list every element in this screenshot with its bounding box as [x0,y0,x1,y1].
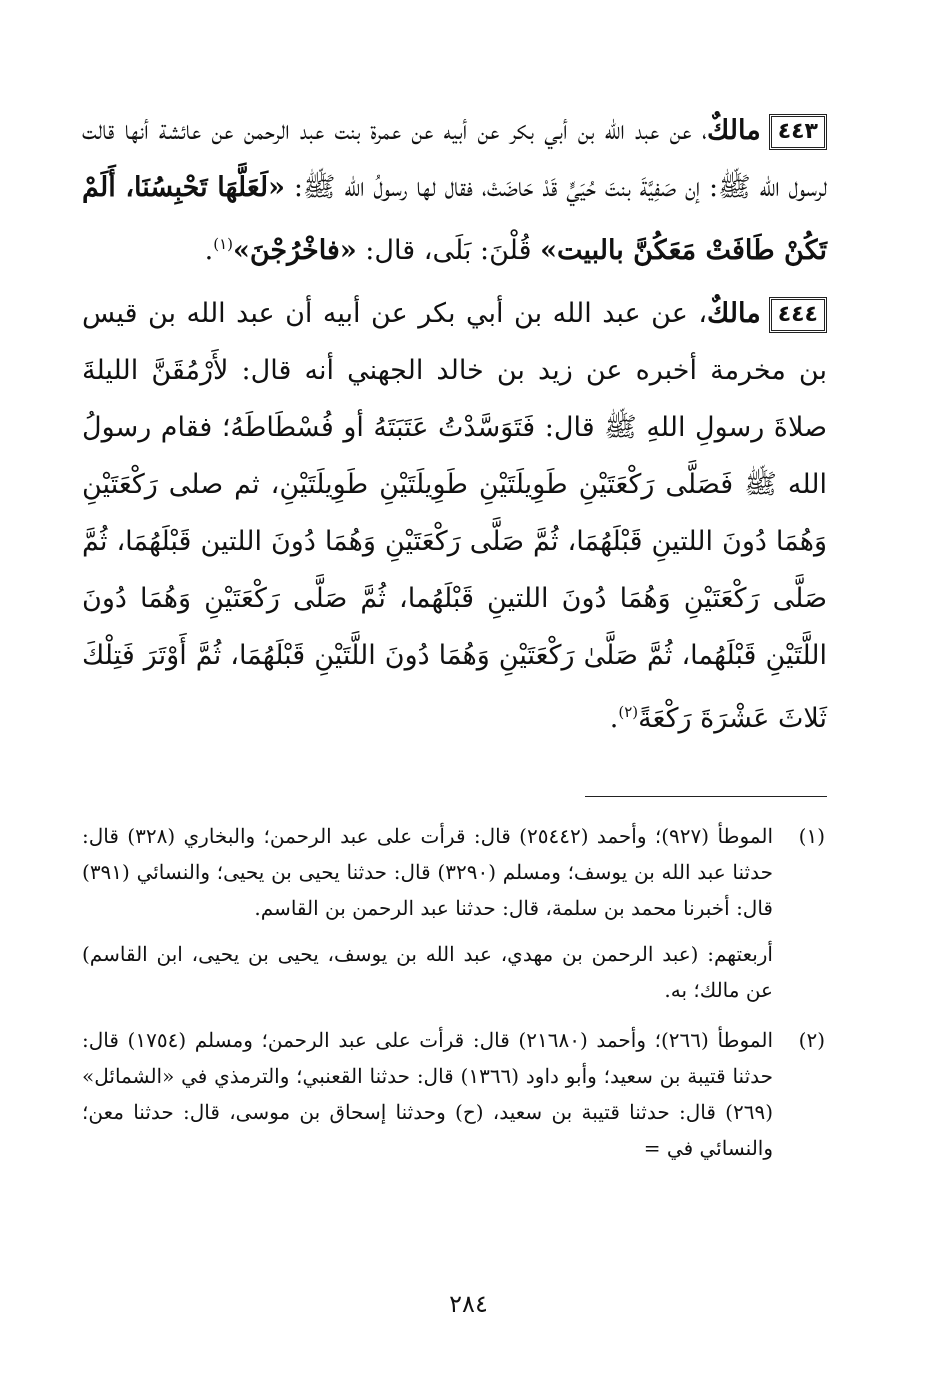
footnote-number: (١) [798,824,825,848]
footnote [82,818,825,926]
hadith-text: قُلْنَ: بَلَى، قال: [356,235,541,266]
hadith-text: ، عن عبد الله بن أبي بكر عن أبيه أن عبد الله بن قيس بن مخرمة أخبره عن زيد بن خالد الجهني أنه قال: لأَرْمُقَنَّ الليلةَ صلاةَ رسولِ اللهِ ﷺ قال: فَتَوَسَّدْتُ عَتَبَتَهُ أو فُسْطَاطَهُ؛ فقام رسولُ الله ﷺ فَصَلَّى رَكْعَتَيْنِ طَوِيلَتَيْنِ طَوِيلَتَيْنِ طَوِيلَتَيْنِ، ثم صلى رَكْعَتَيْنِ وَهُمَا دُونَ اللتينِ قَبْلَهُمَا، ثُمَّ صَلَّى رَكْعَتَيْنِ وَهُمَا دُونَ اللتين قَبْلَهُمَا، ثُمَّ صَلَّى رَكْعَتَيْنِ وَهُمَا دُونَ اللتينِ قَبْلَهُما، ثُمَّ صَلَّى رَكْعَتَيْنِ وَهُمَا دُونَ اللَّتَيْنِ قَبْلَهُما، ثُمَّ صَلَّىٰ رَكْعَتَيْنِ وَهُمَا دُونَ اللَّتَيْنِ قَبْلَهُمَا، ثُمَّ أَوْتَرَ فَتِلْكَ ثَلاثَ عَشْرَةَ رَكْعَةً [82,298,827,734]
hadith-number: ٤٤٤ [769,297,827,333]
footnote-ref: (١) [213,235,233,253]
footnote-text: الموطأ (٩٢٧)؛ وأحمد (٢٥٤٤٢) قال: قرأت على عبد الرحمن؛ والبخاري (٣٢٨) قال: حدثنا عبد الله بن يوسف؛ ومسلم (٣٢٩٠) قال: حدثنا يحيى بن يحيى؛ والنسائي (٣٩١) قال: أخبرنا محمد بن سلمة، قال: حدثنا عبد الرحمن بن القاسم. [82,824,774,920]
hadith-end: . [204,235,214,266]
hadith-444 [82,285,827,747]
footnote-extra: أربعتهم: (عبد الرحمن بن مهدي، عبد الله بن يوسف، يحيى بن يحيى، ابن القاسم) عن مالك؛ به. [82,942,773,1002]
hadith-text: ، عن عبد الله بن أبي بكر عن أبيه عن عمرة بنت عبد الرحمن عن عائشة أنها قالت لرسول الله ﷺ: إن صَفِيَّةَ بنتَ حُيَيٍّ قَدْ حَاضَتْ، فقال لها رسولُ الله ﷺ: [82,115,827,203]
hadith-quote: «لَعَلَّهَا تَحْبِسُنَا، أَلَمْ تَكُنْ طَافَتْ مَعَكُنَّ بالبيت» [82,172,827,266]
narrator: مالكٌ [707,298,761,329]
footnote-divider [585,796,827,797]
footnotes [82,818,825,1176]
hadith-number: ٤٤٣ [769,114,827,150]
hadith-443 [82,102,827,279]
hadith-quote: «فاخْرُجْنَ» [233,235,357,266]
narrator: مالكٌ [707,115,761,146]
main-text [82,102,827,753]
footnote-ref: (٢) [618,703,639,721]
footnote-number: (٢) [798,1028,825,1052]
page-number: ٢٨٤ [449,1290,488,1318]
footnote [82,1022,825,1166]
footnote-text: الموطأ (٢٦٦)؛ وأحمد (٢١٦٨٠) قال: قرأت على عبد الرحمن؛ ومسلم (١٧٥٤) قال: حدثنا قتيبة بن سعيد؛ وأبو داود (١٣٦٦) قال: حدثنا القعنبي؛ والترمذي في «الشمائل» (٢٦٩) قال: حدثنا قتيبة بن سعيد، (ح) وحدثنا إسحاق بن موسى، قال: حدثنا معن؛ والنسائي في = [82,1028,773,1160]
hadith-end: . [609,703,619,734]
